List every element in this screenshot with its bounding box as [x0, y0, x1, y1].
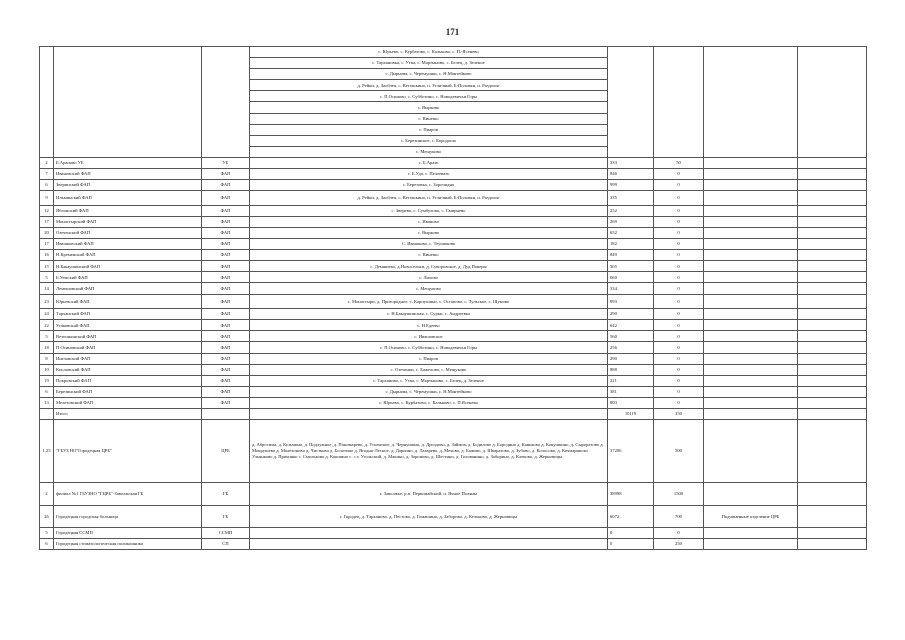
table-cell [704, 386, 798, 397]
table-cell [704, 331, 798, 342]
table-cell [798, 239, 867, 250]
table-cell: ФАП [202, 283, 250, 294]
table-cell: 37206 [608, 420, 654, 483]
table-cell [54, 47, 202, 158]
table-cell: с. Мещуково [250, 146, 608, 157]
table-cell: ГБ [202, 505, 250, 528]
table-row [40, 342, 867, 353]
table-cell: с. Юрьево, с. Курбатово, с. Кальково, с. П.-Ясенево [250, 47, 608, 58]
table-cell: 14 [40, 283, 54, 294]
table-cell [704, 169, 798, 180]
table-cell: 560 [608, 331, 654, 342]
table-cell: с. Вырково [250, 228, 608, 239]
table-cell: УБ [202, 157, 250, 168]
table-cell: с. П.Осиново, с. Субботино, с. Новодевичьи Горы [250, 91, 608, 102]
table-cell: 5 [40, 528, 54, 539]
table-cell [798, 420, 867, 483]
table-cell: ФАП [202, 250, 250, 261]
table-cell: 250 [654, 539, 704, 550]
table-cell [250, 409, 608, 420]
table-cell: 381 [608, 386, 654, 397]
table-cell: 305 [608, 261, 654, 272]
table-cell: 252 [608, 205, 654, 216]
table-cell [798, 216, 867, 227]
table-cell: с. Ивашовское [250, 331, 608, 342]
table-cell: 0 [654, 386, 704, 397]
table-cell: 350 [654, 409, 704, 420]
table-cell: д. Абросима, д. Кузьмино, д. Подлужное, д. Пономарево, д. Успенское, д. Чернушино, д. Дроздово, д. Займов, д. Бодилово д. Бородино д. Каньково д. Кокушкино, д. Сырорезово д. Мокрушево д. Малехоново д. Чистково д. Болотино д. Ягодно-Лесное, д. Дарьино, д. Лазарево, д. Мехово, д. Быково, д. Шкаратово, д. Зубово, д. Колосово, д. Кочмаринско Ульянково д. Пряхинко с. Смольково д. Кокшино с. с.т. Угольский, д. Макино, д. Зароново, д. Шестино, д. Голованино, д. Заборино, д. Клеково, д. Жерновицы [250, 420, 608, 483]
table-row [40, 250, 867, 261]
table-cell: 846 [608, 169, 654, 180]
table-cell [798, 272, 867, 283]
table-cell: филиал №1 ГБУЗНО "ГЦРБ"-Заволжская ГБ [54, 483, 202, 506]
table-cell: 642 [608, 320, 654, 331]
table-cell [798, 528, 867, 539]
table-cell [798, 47, 867, 158]
table-cell: Тарханский ФАП [54, 309, 202, 320]
table-cell [704, 309, 798, 320]
table-cell: с. Тархановка, с. Утка, с. Мартыново, с. Белец, д. Зеленое [250, 58, 608, 69]
table-cell: с. Дырнова, с. Черемушки, с. Н.Мантейково [250, 69, 608, 80]
table-cell: ФАП [202, 228, 250, 239]
table-cell: ФАП [202, 353, 250, 364]
table-cell: Итого [54, 409, 202, 420]
table-cell [798, 157, 867, 168]
table-cell: 19 [40, 375, 54, 386]
table-cell: 0 [654, 364, 704, 375]
table-cell: Ингловский ФАП [54, 353, 202, 364]
table-cell: С. Ивашково, с. Теушиково [250, 239, 608, 250]
table-cell [250, 539, 608, 550]
table-cell [798, 320, 867, 331]
table-cell: 290 [608, 309, 654, 320]
table-cell: 0 [654, 169, 704, 180]
table-row [40, 157, 867, 168]
table-cell: 888 [608, 364, 654, 375]
table-cell [798, 539, 867, 550]
table-cell: Б.Арапово УБ [54, 157, 202, 168]
table-cell: ФАП [202, 261, 250, 272]
table-cell: 2 [40, 157, 54, 168]
table-row [40, 320, 867, 331]
table-cell: с. Монастыри, д. Пригородное, с. Карпушино, с. Остапово, с. Тульское, с. Шумово [250, 294, 608, 309]
table-cell: д. Рейки, д. Заоблея, с. Ветошкино, п. Угличный, Б-Половки, п. Раздолье [250, 191, 608, 206]
table-cell: 0 [654, 294, 704, 309]
facilities-table [39, 46, 867, 550]
table-cell: 2 [40, 483, 54, 506]
table-cell [704, 528, 798, 539]
table-cell: 6072 [608, 505, 654, 528]
table-cell [704, 180, 798, 191]
table-cell: д. Рейки, д. Заоблея, с. Ветошкино, п. Угличный, Б-Половки, п. Раздолье [250, 80, 608, 91]
table-cell: Юрьевский ФАП [54, 294, 202, 309]
table-cell [798, 364, 867, 375]
table-row [40, 180, 867, 191]
table-cell: с. Пиаров [250, 353, 608, 364]
table-cell: с. Юрьево, с. Курбатово, с. Кальково, с. П.Ясенево [250, 397, 608, 408]
table-cell: 290 [608, 353, 654, 364]
table-cell: 0 [608, 528, 654, 539]
table-cell: ФАП [202, 169, 250, 180]
table-cell: 13 [40, 397, 54, 408]
table-cell: 221 [608, 375, 654, 386]
table-cell: 0 [654, 239, 704, 250]
page-number: 171 [445, 27, 460, 37]
table-cell [704, 539, 798, 550]
table-cell: 0 [654, 397, 704, 408]
table-cell [798, 331, 867, 342]
table-cell [798, 180, 867, 191]
table-cell: 12 [40, 205, 54, 216]
table-cell: 1.25 [40, 420, 54, 483]
table-cell [704, 239, 798, 250]
table-cell: ФАП [202, 309, 250, 320]
table-row [40, 169, 867, 180]
table-cell: ФАП [202, 331, 250, 342]
table-cell: ФАП [202, 294, 250, 309]
table-cell: ФАП [202, 375, 250, 386]
table-cell [704, 228, 798, 239]
table-cell: ФАП [202, 205, 250, 216]
table-cell: с. Б.Арать [250, 157, 608, 168]
table-cell [798, 294, 867, 309]
table-row [40, 272, 867, 283]
table-cell: с. Пиаров [250, 124, 608, 135]
table-row [40, 239, 867, 250]
table-cell: с. Вырково [250, 102, 608, 113]
table-cell: с. Лихово [250, 272, 608, 283]
table-cell: с. П.Осиново, с. Субботино, с. Новодевичьи Горы [250, 342, 608, 353]
table-cell: с. Демяшево, д.Новосельки, д. Суворовское, д. Дуд.Поверы [250, 261, 608, 272]
table-cell: ФАП [202, 320, 250, 331]
table-cell: 0 [654, 250, 704, 261]
table-cell [798, 505, 867, 528]
table-cell [704, 483, 798, 506]
table-cell: 5 [40, 331, 54, 342]
table-row [40, 309, 867, 320]
table-cell: ЦРБ [202, 420, 250, 483]
table-cell: Б.Уемский ФАП [54, 272, 202, 283]
table-cell: ФАП [202, 364, 250, 375]
table-cell: Ивановский ФАП [54, 169, 202, 180]
table-cell: 333 [608, 157, 654, 168]
table-cell: 0 [654, 261, 704, 272]
table-cell: с. Березинское, с. Бородошо [250, 135, 608, 146]
table-cell: Покровский ФАП [54, 375, 202, 386]
table-cell [704, 250, 798, 261]
table-row [40, 420, 867, 483]
table-cell: 5 [40, 272, 54, 283]
table-cell [202, 409, 250, 420]
table-cell: с. Кинешо [250, 250, 608, 261]
table-row [40, 283, 867, 294]
table-cell [798, 375, 867, 386]
table-cell [704, 397, 798, 408]
table-cell: 18 [40, 342, 54, 353]
table-row [40, 331, 867, 342]
table-cell: 700 [654, 505, 704, 528]
table-cell: СП [202, 539, 250, 550]
table-row [40, 216, 867, 227]
table-cell: Городецкая городская больница [54, 505, 202, 528]
table-cell: 6 [40, 180, 54, 191]
table-cell: ФАП [202, 180, 250, 191]
table-cell: Озеченский ФАП [54, 228, 202, 239]
table-cell: 22 [40, 320, 54, 331]
table-cell: 999 [608, 180, 654, 191]
table-cell: 500 [654, 420, 704, 483]
table-cell: ГБ [202, 483, 250, 506]
table-cell [40, 409, 54, 420]
table-cell: 335 [608, 191, 654, 206]
table-cell: Городецкая ССМП [54, 528, 202, 539]
table-cell: 0 [608, 539, 654, 550]
table-cell [798, 409, 867, 420]
table-cell [704, 283, 798, 294]
table-cell: 269 [608, 216, 654, 227]
table-cell: Н.Кременский ФАП [54, 250, 202, 261]
table-cell [798, 386, 867, 397]
table-cell: "ГБУЗ НО"Городецкая ЦРБ" [54, 420, 202, 483]
table-cell: 0 [654, 528, 704, 539]
table-row [40, 228, 867, 239]
table-cell: Ветошкинский ФАП [54, 331, 202, 342]
table-cell [704, 191, 798, 206]
table-cell: 20 [40, 228, 54, 239]
table-cell: П.Осиновский ФАП [54, 342, 202, 353]
table-cell [704, 261, 798, 272]
table-cell [704, 294, 798, 309]
table-cell: 0 [654, 205, 704, 216]
table-cell: с. Б.Уда, с. Пелеевать [250, 169, 608, 180]
table-cell: с. Н.Бакаушинская, с. Сурки, с. Андреевка [250, 309, 608, 320]
table-cell [798, 191, 867, 206]
table-cell: 0 [654, 320, 704, 331]
table-cell: с. Озеченки, с. Бажелово, с. Мещуково [250, 364, 608, 375]
table-row [40, 364, 867, 375]
table-cell: ФАП [202, 272, 250, 283]
table-row [40, 505, 867, 528]
table-cell: 1500 [654, 483, 704, 506]
table-cell: ФАП [202, 216, 250, 227]
table-cell [202, 47, 250, 158]
table-cell [704, 409, 798, 420]
table-cell [704, 216, 798, 227]
table-cell [608, 47, 654, 158]
table-cell [704, 47, 798, 158]
table-cell [798, 342, 867, 353]
table-cell: 17 [40, 216, 54, 227]
table-cell: 0 [654, 283, 704, 294]
table-cell: 38998 [608, 483, 654, 506]
table-cell: 182 [608, 239, 654, 250]
table-row [40, 483, 867, 506]
table-cell: 8 [40, 353, 54, 364]
table-cell: ФАП [202, 342, 250, 353]
table-row [40, 528, 867, 539]
table-cell: 10 [40, 364, 54, 375]
table-cell: 256 [608, 342, 654, 353]
table-cell: 10119 [608, 409, 654, 420]
table-cell: 9 [40, 191, 54, 206]
table-cell: Ивашковский ФАП [54, 239, 202, 250]
table-cell: Кисловский ФАП [54, 364, 202, 375]
table-cell: Мелеховский ФАП [54, 397, 202, 408]
table-cell: 652 [608, 228, 654, 239]
table-cell: с. Н.Едеево [250, 320, 608, 331]
table-cell: 993 [608, 294, 654, 309]
table-cell: 0 [654, 191, 704, 206]
table-cell: 0 [654, 331, 704, 342]
table-row [40, 397, 867, 408]
table-cell: ССМП [202, 528, 250, 539]
table-cell: 0 [654, 228, 704, 239]
table-cell [704, 364, 798, 375]
table-row [40, 205, 867, 216]
table-cell: ФАП [202, 386, 250, 397]
table-cell: Лемешовский ФАП [54, 283, 202, 294]
table-cell: 24 [40, 309, 54, 320]
table-cell: ФАП [202, 191, 250, 206]
table-cell [798, 397, 867, 408]
table-cell [798, 283, 867, 294]
table-cell: 50 [654, 157, 704, 168]
table-cell: 6 [40, 539, 54, 550]
table-cell [704, 272, 798, 283]
table-cell: г. Городец, д. Тарханово, д. Пестово, д. Гомашино, д. Заборово, д. Кельково, д. Жерновицы [250, 505, 608, 528]
table-cell: 6 [40, 386, 54, 397]
table-cell [704, 375, 798, 386]
table-row [40, 191, 867, 206]
table-cell: 26 [40, 505, 54, 528]
table-row [40, 375, 867, 386]
table-cell [704, 353, 798, 364]
table-cell [798, 483, 867, 506]
table-cell: с. Тарханово, с. Утка, с. Мартыново, с. Белец, д. Зеленое [250, 375, 608, 386]
table-cell [798, 169, 867, 180]
table-cell: Н.Бакаушинский ФАП [54, 261, 202, 272]
table-cell: 0 [654, 375, 704, 386]
table-cell: Монастырский ФАП [54, 216, 202, 227]
table-cell: 0 [654, 342, 704, 353]
table-cell [704, 205, 798, 216]
table-cell [704, 157, 798, 168]
table-cell: с. Кинешо [250, 113, 608, 124]
table-cell: 060 [608, 272, 654, 283]
table-cell [40, 47, 54, 158]
table-cell: 17 [40, 239, 54, 250]
table-cell: 0 [654, 309, 704, 320]
table-cell: Подчиненные отделение ЦРБ [704, 505, 798, 528]
table-cell: ФАП [202, 397, 250, 408]
table-cell [654, 47, 704, 158]
table-cell: с. Иваново [250, 216, 608, 227]
table-cell [250, 528, 608, 539]
table-cell [798, 228, 867, 239]
table-cell: 16 [40, 250, 54, 261]
table-cell [704, 342, 798, 353]
total-row [40, 409, 867, 420]
table-cell [798, 205, 867, 216]
table-row [40, 294, 867, 309]
table-cell: 0 [654, 353, 704, 364]
table-cell: с. Дырнова, с. Черемушки, с. Н.Мантейково [250, 386, 608, 397]
table-cell [798, 353, 867, 364]
table-row [40, 539, 867, 550]
table-cell: ФАП [202, 239, 250, 250]
table-cell [704, 420, 798, 483]
table-cell: Ильминский ФАП [54, 191, 202, 206]
table-cell [798, 261, 867, 272]
table-row [40, 353, 867, 364]
table-cell: 849 [608, 250, 654, 261]
table-cell: Городецкая стоматологическая поликлиника [54, 539, 202, 550]
table-cell [704, 320, 798, 331]
table-cell: г. Заволжье, р.п. Первомайский, п. Ячное Поляны [250, 483, 608, 506]
table-cell: 15 [40, 261, 54, 272]
table-row [40, 261, 867, 272]
table-cell [798, 309, 867, 320]
table-cell: с. Зверево, с. Сумбулово, с. Смирнево [250, 205, 608, 216]
table-body [40, 47, 867, 550]
table-row [40, 386, 867, 397]
table-cell: 0 [654, 216, 704, 227]
table-row [40, 47, 867, 58]
table-cell: с. Березовка, с. Зорочидно [250, 180, 608, 191]
table-cell: с. Мещуково [250, 283, 608, 294]
table-cell [798, 250, 867, 261]
table-cell: Березинский ФАП [54, 386, 202, 397]
table-cell: 803 [608, 397, 654, 408]
table-cell: 7 [40, 169, 54, 180]
table-cell: 0 [654, 272, 704, 283]
table-cell: Яблонский ФАП [54, 205, 202, 216]
table-cell: 0 [654, 180, 704, 191]
table-cell: 334 [608, 283, 654, 294]
table-cell: 23 [40, 294, 54, 309]
table-cell: Зверинский ФАП [54, 180, 202, 191]
table-cell: Усаковский ФАП [54, 320, 202, 331]
